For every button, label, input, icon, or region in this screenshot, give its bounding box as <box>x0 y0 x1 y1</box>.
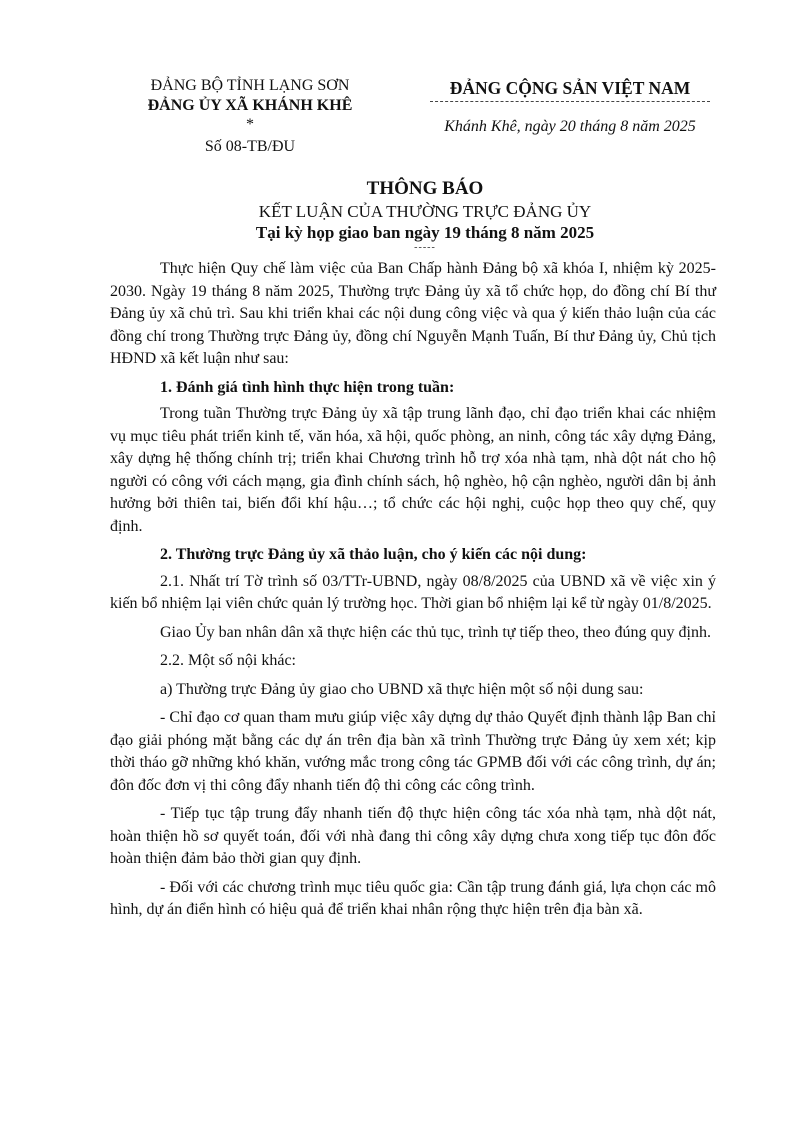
title-separator: ----- <box>414 242 436 253</box>
item-a-paragraph: a) Thường trực Đảng ủy giao cho UBND xã thực hiện một số nội dung sau: <box>160 680 644 698</box>
issuing-authority-block <box>120 76 380 158</box>
meeting-date-line: Tại kỳ họp giao ban ngày 19 tháng 8 năm 2025 <box>255 223 595 242</box>
dashed-divider <box>430 101 710 102</box>
item-2-2-heading: 2.2. Một số nội khác: <box>160 652 296 669</box>
intro-paragraph: Thực hiện Quy chế làm việc của Ban Chấp hành Đảng bộ xã khóa I, nhiệm kỳ 2025-2030. Ngày 19 tháng 8 năm 2025, Thường trực Đảng ủy xã tổ chức họp, do đồng chí Bí thư Đảng ủy xã chủ trì. Sau khi triển khai các nội dung công việc và qua ý kiến thảo luận của các đồng chí trong Thường trực Đảng ủy, đồng chí Nguyễn Mạnh Tuấn, Bí thư Đảng ủy, Chủ tịch HĐND xã kết luận như sau: <box>110 260 716 367</box>
party-name: ĐẢNG CỘNG SẢN VIỆT NAM <box>449 78 691 98</box>
section-2-heading: 2. Thường trực Đảng ủy xã thảo luận, cho ý kiến các nội dung: <box>160 546 587 563</box>
place-date: Khánh Khê, ngày 20 tháng 8 năm 2025 <box>444 118 696 135</box>
commune-party-committee: ĐẢNG ỦY XÃ KHÁNH KHÊ <box>147 97 353 114</box>
star-separator: * <box>246 116 254 133</box>
document-title-block <box>0 177 800 253</box>
bullet-item: - Tiếp tục tập trung đẩy nhanh tiến độ thực hiện công tác xóa nhà tạm, nhà dột nát, hoàn thiện hồ sơ quyết toán, đối với nhà đang thi công xây dựng chưa xong tiếp tục đôn đốc hoàn thiện đảm bảo thời gian quy định. <box>110 805 716 867</box>
document-subject: KẾT LUẬN CỦA THƯỜNG TRỰC ĐẢNG ỦY <box>258 202 592 221</box>
document-body <box>110 258 716 928</box>
section-1-heading: 1. Đánh giá tình hình thực hiện trong tuần: <box>160 378 455 396</box>
bullet-item: - Đối với các chương trình mục tiêu quốc gia: Cần tập trung đánh giá, lựa chọn các mô hình, dự án điển hình có hiệu quả để triển khai nhân rộng thực hiện trên địa bàn xã. <box>110 878 716 918</box>
item-2-1-assignment: Giao Ủy ban nhân dân xã thực hiện các thủ tục, trình tự tiếp theo, theo đúng quy định. <box>160 623 711 641</box>
item-2-1-paragraph: 2.1. Nhất trí Tờ trình số 03/TTr-UBND, ngày 08/8/2025 của UBND xã về việc xin ý kiến bổ nhiệm lại viên chức quản lý trường học. Thời gian bổ nhiệm lại kể từ ngày 01/8/2025. <box>110 572 716 612</box>
section-1-paragraph: Trong tuần Thường trực Đảng ủy xã tập trung lãnh đạo, chỉ đạo triển khai các nhiệm vụ mục tiêu phát triển kinh tế, văn hóa, xã hội, quốc phòng, an ninh, công tác xây dựng Đảng, xây dựng hệ thống chính trị; triển khai Chương trình hỗ trợ xóa nhà tạm, nhà dột nát cho hộ người có công với cách mạng, gia đình chính sách, hộ nghèo, hộ cận nghèo, người dân bị ảnh hưởng bởi thiên tai, biến đổi khí hậu…; tổ chức các hội nghị, cuộc họp theo quy chế, quy định. <box>110 405 716 535</box>
document-type: THÔNG BÁO <box>366 178 484 199</box>
document-number: Số 08-TB/ĐU <box>204 138 296 155</box>
national-header-block <box>410 76 730 138</box>
bullet-item: - Chỉ đạo cơ quan tham mưu giúp việc xây dựng dự thảo Quyết định thành lập Ban chỉ đạo giải phóng mặt bằng các dự án trên địa bàn xã trình Thường trực Đảng ủy xem xét; kịp thời tháo gỡ những khó khăn, vướng mắc trong công tác GPMB đối với các công trình, dự án; đôn đốc đơn vị thi công đẩy nhanh tiến độ thi công các công trình. <box>110 709 716 794</box>
provincial-party-committee: ĐẢNG BỘ TỈNH LẠNG SƠN <box>150 77 350 94</box>
